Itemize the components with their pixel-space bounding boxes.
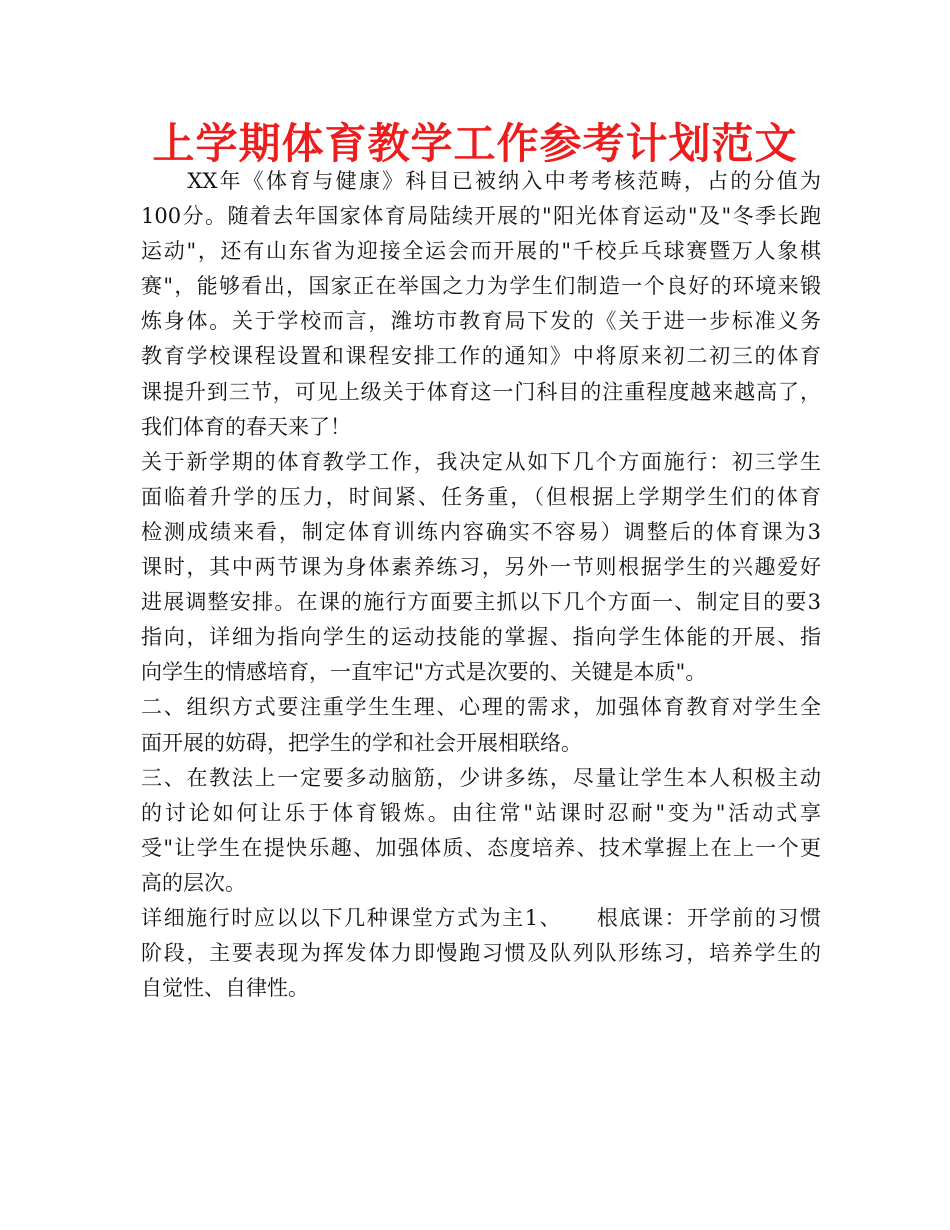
body-line-13: 进展调整安排。在课的施行方面要主抓以下几个方面一、制定目的要3 <box>141 590 821 615</box>
body-line-3: 运动"，还有山东省为迎接全运会而开展的"千校乒乓球赛暨万人象棋 <box>141 239 821 264</box>
body-line-24: 自觉性、自律性。 <box>141 976 309 1001</box>
document-title: 上学期体育教学工作参考计划范文 <box>152 119 798 168</box>
body-line-16: 二、组织方式要注重学生生理、心理的需求，加强体育教育对学生全 <box>141 695 821 720</box>
body-line-11: 检测成绩来看，制定体育训练内容确实不容易）调整后的体育课为3 <box>141 519 821 544</box>
body-line-21: 高的层次。 <box>141 870 246 895</box>
document-body <box>141 164 821 1006</box>
body-line-7: 课提升到三节，可见上级关于体育这一门科目的注重程度越来越高了， <box>141 379 821 404</box>
body-line-2: 100分。随着去年国家体育局陆续开展的"阳光体育运动"及"冬季长跑 <box>141 204 821 229</box>
body-line-14: 指向，详细为指向学生的运动技能的掌握、指向学生体能的开展、指 <box>141 625 821 650</box>
body-line-19: 的讨论如何让乐于体育锻炼。由往常"站课时忍耐"变为"活动式享 <box>141 800 821 825</box>
body-line-12: 课时，其中两节课为身体素养练习，另外一节则根据学生的兴趣爱好 <box>141 555 821 580</box>
body-line-17: 面开展的妨碍，把学生的学和社会开展相联络。 <box>141 730 582 755</box>
body-line-4: 赛"，能够看出，国家正在举国之力为学生们制造一个良好的环境来锻 <box>141 274 821 299</box>
body-line-5: 炼身体。关于学校而言，潍坊市教育局下发的《关于进一步标准义务 <box>141 309 821 334</box>
body-line-1: XX年《体育与健康》科目已被纳入中考考核范畴，占的分值为 <box>141 169 821 193</box>
body-line-15: 向学生的情感培育，一直牢记"方式是次要的、关键是本质"。 <box>141 660 707 685</box>
body-line-22: 详细施行时应以以下几种课堂方式为主1、 根底课：开学前的习惯 <box>141 905 821 930</box>
body-line-18: 三、在教法上一定要多动脑筋，少讲多练，尽量让学生本人积极主动 <box>141 765 821 790</box>
body-line-6: 教育学校课程设置和课程安排工作的通知》中将原来初二初三的体育 <box>141 344 821 369</box>
body-line-20: 受"让学生在提快乐趣、加强体质、态度培养、技术掌握上在上一个更 <box>141 835 821 860</box>
body-line-23: 阶段，主要表现为挥发体力即慢跑习惯及队列队形练习，培养学生的 <box>141 941 821 966</box>
body-line-10: 面临着升学的压力，时间紧、任务重，（但根据上学期学生们的体育 <box>141 484 821 509</box>
body-line-8: 我们体育的春天来了！ <box>141 414 351 439</box>
body-line-9: 关于新学期的体育教学工作，我决定从如下几个方面施行：初三学生 <box>141 449 821 474</box>
